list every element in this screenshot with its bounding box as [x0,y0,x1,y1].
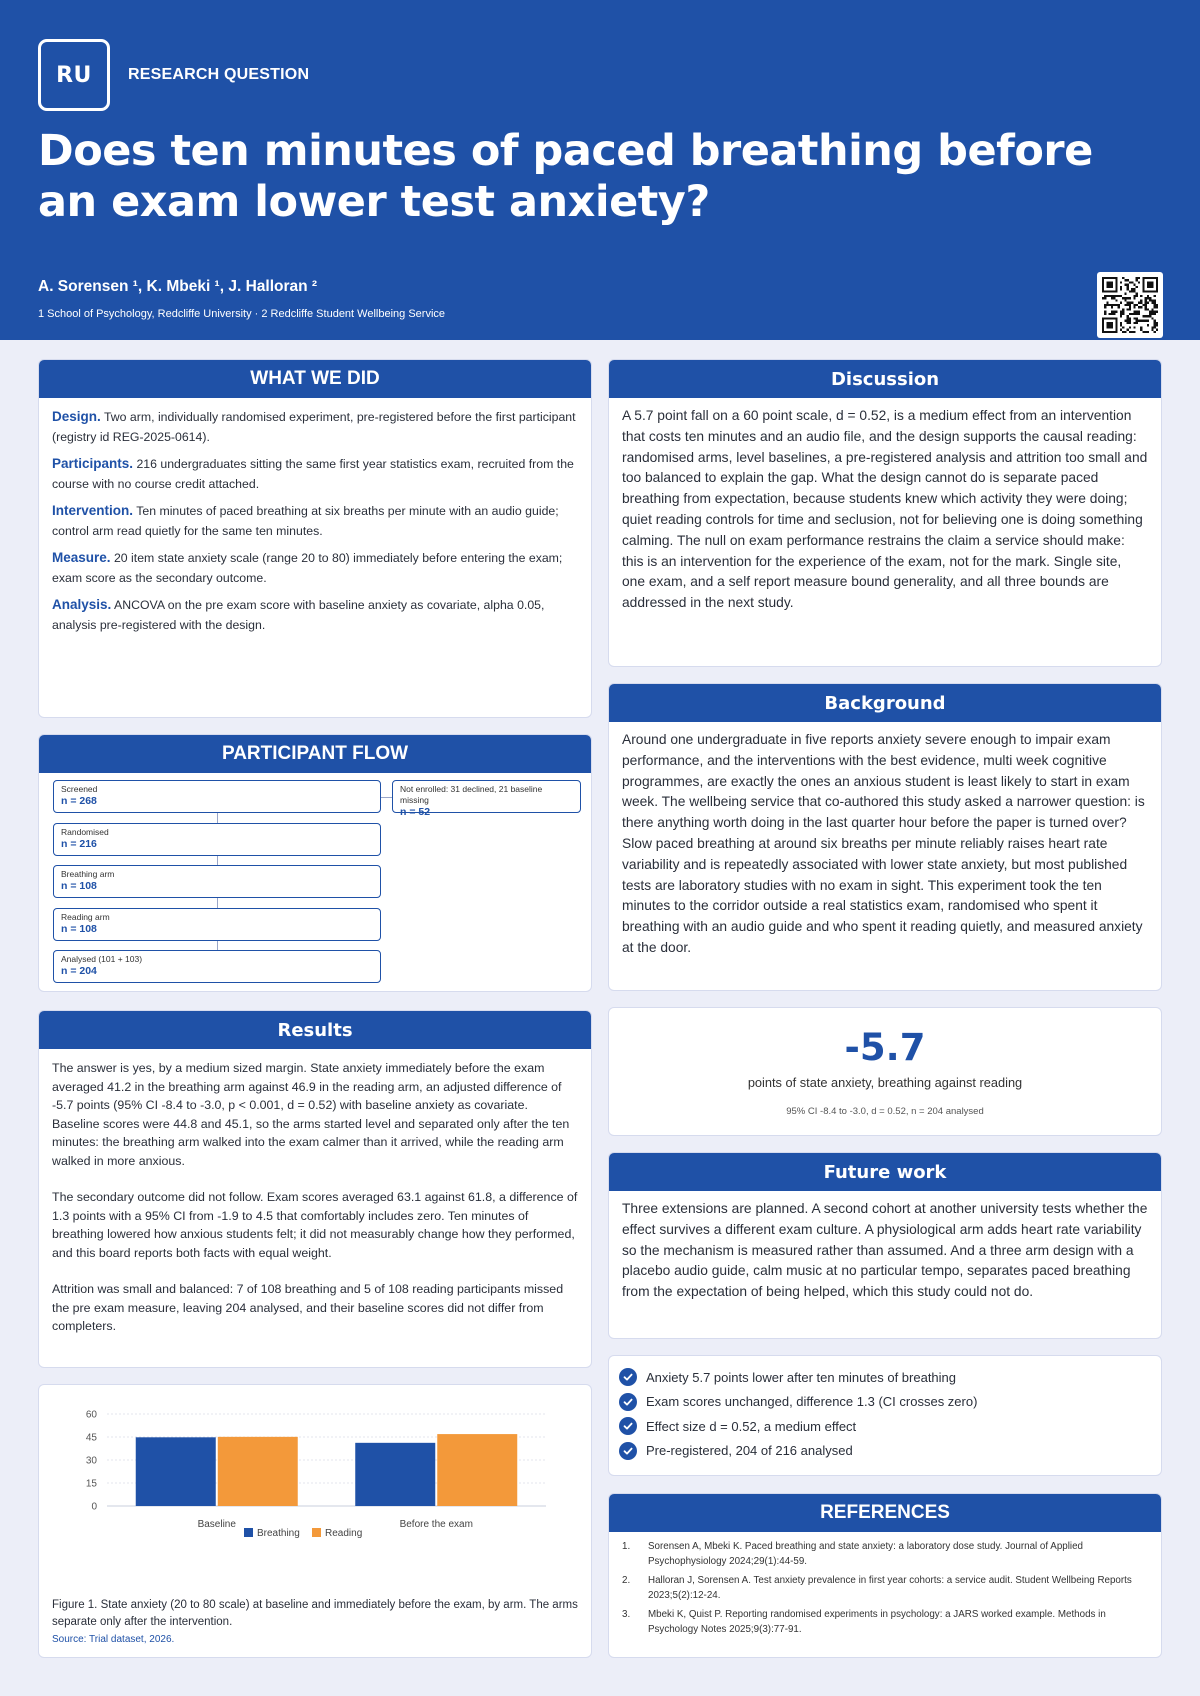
takeaway-text: Exam scores unchanged, difference 1.3 (CI crosses zero) [646,1394,978,1410]
results-text [39,1049,591,1364]
check-icon [619,1417,637,1435]
flow-box-count: n = 204 [61,965,97,977]
results-paragraph: The answer is yes, by a medium sized margin. State anxiety immediately before the exam averaged 41.2 in the breathing arm against 46.9 in the reading arm, an adjusted difference of -5.7 points (95% CI -8.4 to -3.0, p < 0.001, d = 0.52) with baseline anxiety as covariate. Baseline scores were 44.8 and 45.1, so the arms started level and separated only after the ten minutes: the breathing arm walked into the exam calmer than it arrived, while the reading arm walked in more anxious. [52,1061,570,1168]
flow-connector [217,941,218,951]
method-item [52,454,578,494]
references-heading: REFERENCES [609,1494,1161,1532]
takeaways-panel [608,1355,1162,1476]
flow-box-count: n = 108 [61,922,97,935]
flow-box [53,908,381,941]
bar-chart [39,1385,592,1590]
takeaway-item [619,1390,1151,1415]
y-tick-label: 30 [85,1455,97,1467]
reference-number: 1. [622,1541,631,1552]
flow-diagram [39,773,592,992]
reference-item [622,1540,1149,1569]
reference-item [622,1574,1149,1603]
affiliations: 1 School of Psychology, Redcliffe University · 2 Redcliffe Student Wellbeing Service [38,308,445,320]
flow-box-not-enrolled [392,780,581,818]
poster-header [0,0,1200,340]
methods-panel [38,359,592,718]
reference-text: Sorensen A, Mbeki K. Paced breathing and state anxiety: a laboratory dose study. Journal of Applied Psychophysiology 2024;29(1):44-59. [648,1541,1083,1567]
method-item-text: 216 undergraduates sitting the same first year statistics exam, recruited from the course with no course credit attached. [52,457,574,491]
authors: A. Sorensen ¹, K. Mbeki ¹, J. Halloran ² [38,278,318,295]
method-item [52,501,578,541]
takeaway-item [619,1414,1151,1439]
discussion-text: A 5.7 point fall on a 60 point scale, d = 0.52, is a medium effect from an intervention that costs ten minutes and an audio file, and the design supports the causal reading: randomised arms, level baselines, a pre-registered analysis and attrition too small and too balanced to explain the gap. What the design cannot do is separate paced breathing from expectation, because students knew which activity they were doing; quiet reading controls for time and seclusion, not for believing one is doing something calming. The null on exam performance restrains the claim a service should make: this is an intervention for the experience of the exam, not for the mark. Single site, one exam, and a self report measure bound generality, and all three bounds are addressed in the next study. [622,408,1148,611]
poster-title: Does ten minutes of paced breathing before an exam lower test anxiety? [38,126,1093,227]
key-stat-value: -5.7 [844,1026,926,1069]
flow-heading: PARTICIPANT FLOW [39,735,591,773]
results-paragraph: The secondary outcome did not follow. Exam scores averaged 63.1 against 61.8, a difference of 1.3 points with a 95% CI from -1.9 to 4.5 that comfortably includes zero. Ten minutes of breathing lowered how anxious students felt; it did not measurably change how they performed, and this board reports both facts with equal weight. [52,1190,578,1260]
key-stat-caption: points of state anxiety, breathing against reading [747,1075,1023,1090]
method-item-text: ANCOVA on the pre exam score with baseline anxiety as covariate, alpha 0.05, analysis pre-registered with the design. [52,598,545,632]
background-text: Around one undergraduate in five reports anxiety severe enough to impair exam performance, and the interventions with the best evidence, multi week cognitive programmes, are exactly the ones an anxious student is least likely to start in exam week. The wellbeing service that co-authored this study asked a narrower question: is there anything worth doing in the last quarter hour before the paper is turned over? Slow paced breathing at around six breaths per minute reliably raises heart rate variability and is repeatedly associated with lower state anxiety, but most published tests are laboratory studies with no exam in sight. This experiment took the ten minutes to the corridor outside a real statistics exam, randomised who spent it breathing with an audio guide and who spent it reading quietly, and measured anxiety at the door. [622,732,1145,955]
y-tick-label: 0 [91,1501,97,1513]
flow-box-count: n = 52 [400,806,431,818]
bar-breathing [136,1437,216,1506]
discussion-heading: Discussion [609,360,1161,398]
key-stat-detail: 95% CI -8.4 to -3.0, d = 0.52, n = 204 analysed [786,1106,984,1117]
method-item-lead: Participants. [52,456,134,471]
x-tick-label: Before the exam [399,1519,473,1530]
method-item-text: Ten minutes of paced breathing at six breaths per minute with an audio guide; control arm read quietly for the same ten minutes. [52,504,559,538]
takeaway-text: Anxiety 5.7 points lower after ten minutes of breathing [646,1369,957,1385]
x-tick-label: Baseline [197,1519,236,1530]
method-item-lead: Analysis. [52,597,112,612]
flow-box [53,950,381,983]
qr-code-icon[interactable] [1097,272,1163,338]
check-icon [619,1368,637,1386]
participant-flow-panel [38,734,592,992]
flow-box-label: Randomised [61,826,109,837]
figure-caption: Figure 1. State anxiety (20 to 80 scale) at baseline and immediately before the exam, by arm. The arms separate only after the intervention. [52,1599,578,1628]
y-tick-label: 45 [85,1432,97,1444]
method-item-lead: Measure. [52,550,111,565]
takeaway-item [619,1365,1151,1390]
flow-box [53,823,381,856]
flow-connector [217,898,218,908]
university-logo: RU [38,39,110,111]
reference-number: 2. [622,1575,631,1586]
reference-text: Halloran J, Sorensen A. Test anxiety prevalence in first year cohorts: a service audit. Student Wellbeing Reports 2023;5(2):12-24. [648,1575,1132,1601]
bar-breathing [355,1443,435,1506]
reference-list [609,1532,1161,1637]
figure-source: Source: Trial dataset, 2026. [52,1634,175,1645]
legend-label: Reading [325,1528,363,1539]
key-stat-panel [608,1007,1162,1136]
future-work-heading: Future work [609,1153,1161,1191]
method-item [52,548,578,588]
method-item-text: 20 item state anxiety scale (range 20 to 80) immediately before entering the exam; exam score as the secondary outcome. [52,551,563,585]
takeaway-list [619,1365,1151,1463]
takeaway-text: Pre-registered, 204 of 216 analysed [646,1443,853,1459]
check-icon [619,1442,637,1460]
takeaway-item [619,1439,1151,1464]
method-item-lead: Intervention. [52,503,134,518]
references-panel [608,1493,1162,1658]
future-work-panel [608,1152,1162,1339]
method-item-lead: Design. [52,409,101,424]
flow-box-label: Analysed (101 + 103) [61,954,143,964]
flow-box [53,865,381,898]
method-item [52,407,578,447]
flow-connector [381,797,392,798]
flow-box-count: n = 268 [61,795,97,807]
methods-list [39,398,591,652]
reference-text: Mbeki K, Quist P. Reporting randomised experiments in psychology: a JARS worked example. Methods in Psychology Notes 2025;9(3):77-91. [648,1609,1106,1635]
bar-reading [437,1434,517,1506]
flow-box-label: Screened [61,784,98,794]
reference-number: 3. [622,1609,631,1620]
check-icon [619,1393,637,1411]
results-panel [38,1010,592,1368]
flow-box-label: Reading arm [61,911,110,922]
flow-connector [217,813,218,823]
results-paragraph: Attrition was small and balanced: 7 of 108 breathing and 5 of 108 reading participants missed the pre exam measure, leaving 204 analysed, and their baseline scores did not differ from completers. [52,1282,564,1333]
method-item [52,595,578,635]
takeaway-text: Effect size d = 0.52, a medium effect [646,1418,857,1434]
bar-reading [218,1437,298,1506]
flow-box [53,780,381,813]
y-tick-label: 15 [85,1478,97,1490]
flow-box-label: Not enrolled: 31 declined, 21 baseline missing [400,784,543,805]
y-tick-label: 60 [85,1409,97,1421]
flow-connector [217,856,218,866]
background-heading: Background [609,684,1161,722]
legend-label: Breathing [257,1528,300,1539]
legend-swatch [244,1528,253,1537]
flow-box-count: n = 108 [61,880,97,892]
flow-box-count: n = 216 [61,837,97,850]
legend-swatch [312,1528,321,1537]
flow-box-label: Breathing arm [61,869,115,879]
background-panel [608,683,1162,991]
figure-panel [38,1384,592,1658]
methods-heading: WHAT WE DID [39,360,591,398]
discussion-panel [608,359,1162,667]
results-heading: Results [39,1011,591,1049]
reference-item [622,1608,1149,1637]
research-question-label: RESEARCH QUESTION [128,66,310,83]
future-work-text: Three extensions are planned. A second cohort at another university tests whether the effect survives a different exam culture. A physiological arm adds heart rate variability so the mechanism is measured rather than assumed. And a three arm design with a placebo audio guide, calm music at no particular tempo, separates paced breathing from the expectation of being helped, which this study could not do. [622,1201,1148,1300]
method-item-text: Two arm, individually randomised experiment, pre-registered before the first participant (registry id REG-2025-0614). [52,410,576,444]
